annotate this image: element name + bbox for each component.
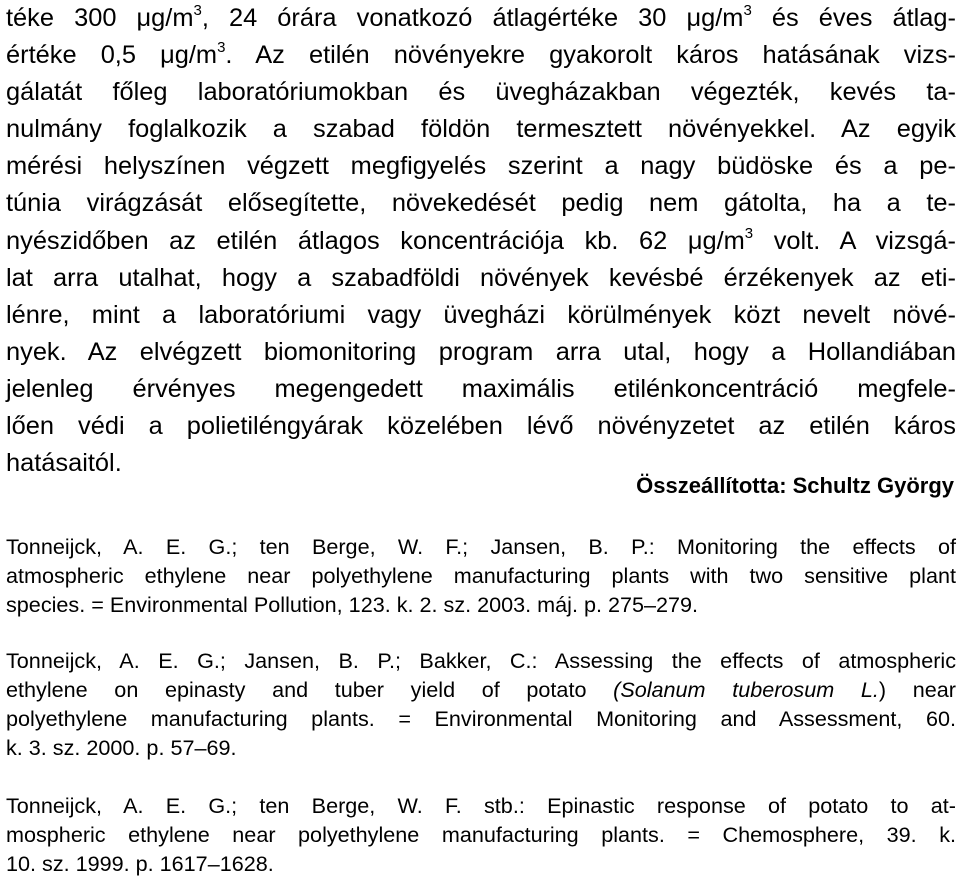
paragraph-line: mérési helyszínen végzett megfigyelés szerint a nagy büdöske és a pe- xyxy=(6,152,956,181)
paragraph-line: lően védi a polietiléngyárak közelében lévő növényzetet az etilén káros xyxy=(6,412,956,441)
paragraph-line: gálatát főleg laboratóriumokban és üvegházakban végezték, kevés ta- xyxy=(6,78,956,107)
reference-line: atmospheric ethylene near polyethylene manufacturing plants with two sensitive plant xyxy=(6,563,956,588)
paragraph-line: lat arra utalhat, hogy a szabadföldi növények kevésbé érzékenyek az eti- xyxy=(6,263,956,292)
reference-item xyxy=(6,791,956,878)
reference-line: Tonneijck, A. E. G.; Jansen, B. P.; Bakker, C.: Assessing the effects of atmospheric xyxy=(6,648,956,673)
paragraph-line: jelenleg érvényes megengedett maximális etilénkoncentráció megfele- xyxy=(6,374,956,403)
paragraph-line: nyészidőben az etilén átlagos koncentrációja kb. 62 $\mu g/m^3$ volt. A vizsgá- xyxy=(6,224,956,255)
paragraph-line: hatásaitól. xyxy=(6,449,122,478)
species-name: (Solanum tuberosum L. xyxy=(613,677,879,702)
reference-line: Tonneijck, A. E. G.; ten Berge, W. F. stb.: Epinastic response of potato to at- xyxy=(6,793,956,818)
reference-line: mospheric ethylene near polyethylene manufacturing plants. = Chemosphere, 39. k. xyxy=(6,822,956,847)
reference-line: ethylene on epinasty and tuber yield of potato (Solanum tuberosum L.) near xyxy=(6,677,956,702)
paragraph-line: lénre, mint a laboratóriumi vagy üvegházi körülmények közt nevelt növé- xyxy=(6,300,956,329)
paragraph-line: túnia virágzását elősegítette, növekedését pedig nem gátolta, ha a te- xyxy=(6,189,956,218)
paragraph-line: nulmány foglalkozik a szabad földön termesztett növényekkel. Az egyik xyxy=(6,115,956,144)
body-paragraph xyxy=(6,0,956,482)
reference-item xyxy=(6,532,956,619)
paragraph-line: értéke 0,5 $\mu g/m^3$. Az etilén növényekre gyakorolt káros hatásának vizs- xyxy=(6,38,956,70)
author-credit: Összeállította: Schultz György xyxy=(636,473,954,498)
paragraph-line: téke 300 $\mu g/m^3$, 24 órára vonatkozó átlagértéke 30 $\mu g/m^3$ és éves átlag- xyxy=(6,1,956,32)
reference-line: species. = Environmental Pollution, 123. k. 2. sz. 2003. máj. p. 275–279. xyxy=(6,592,699,617)
paragraph-line: nyek. Az elvégzett biomonitoring program arra utal, hogy a Hollandiában xyxy=(6,337,956,366)
reference-line: polyethylene manufacturing plants. = Environmental Monitoring and Assessment, 60. xyxy=(6,706,956,731)
reference-item xyxy=(6,646,956,762)
reference-line: Tonneijck, A. E. G.; ten Berge, W. F.; Jansen, B. P.: Monitoring the effects of xyxy=(6,534,956,559)
reference-line: 10. sz. 1999. p. 1617–1628. xyxy=(6,851,274,876)
reference-line: k. 3. sz. 2000. p. 57–69. xyxy=(6,735,237,760)
